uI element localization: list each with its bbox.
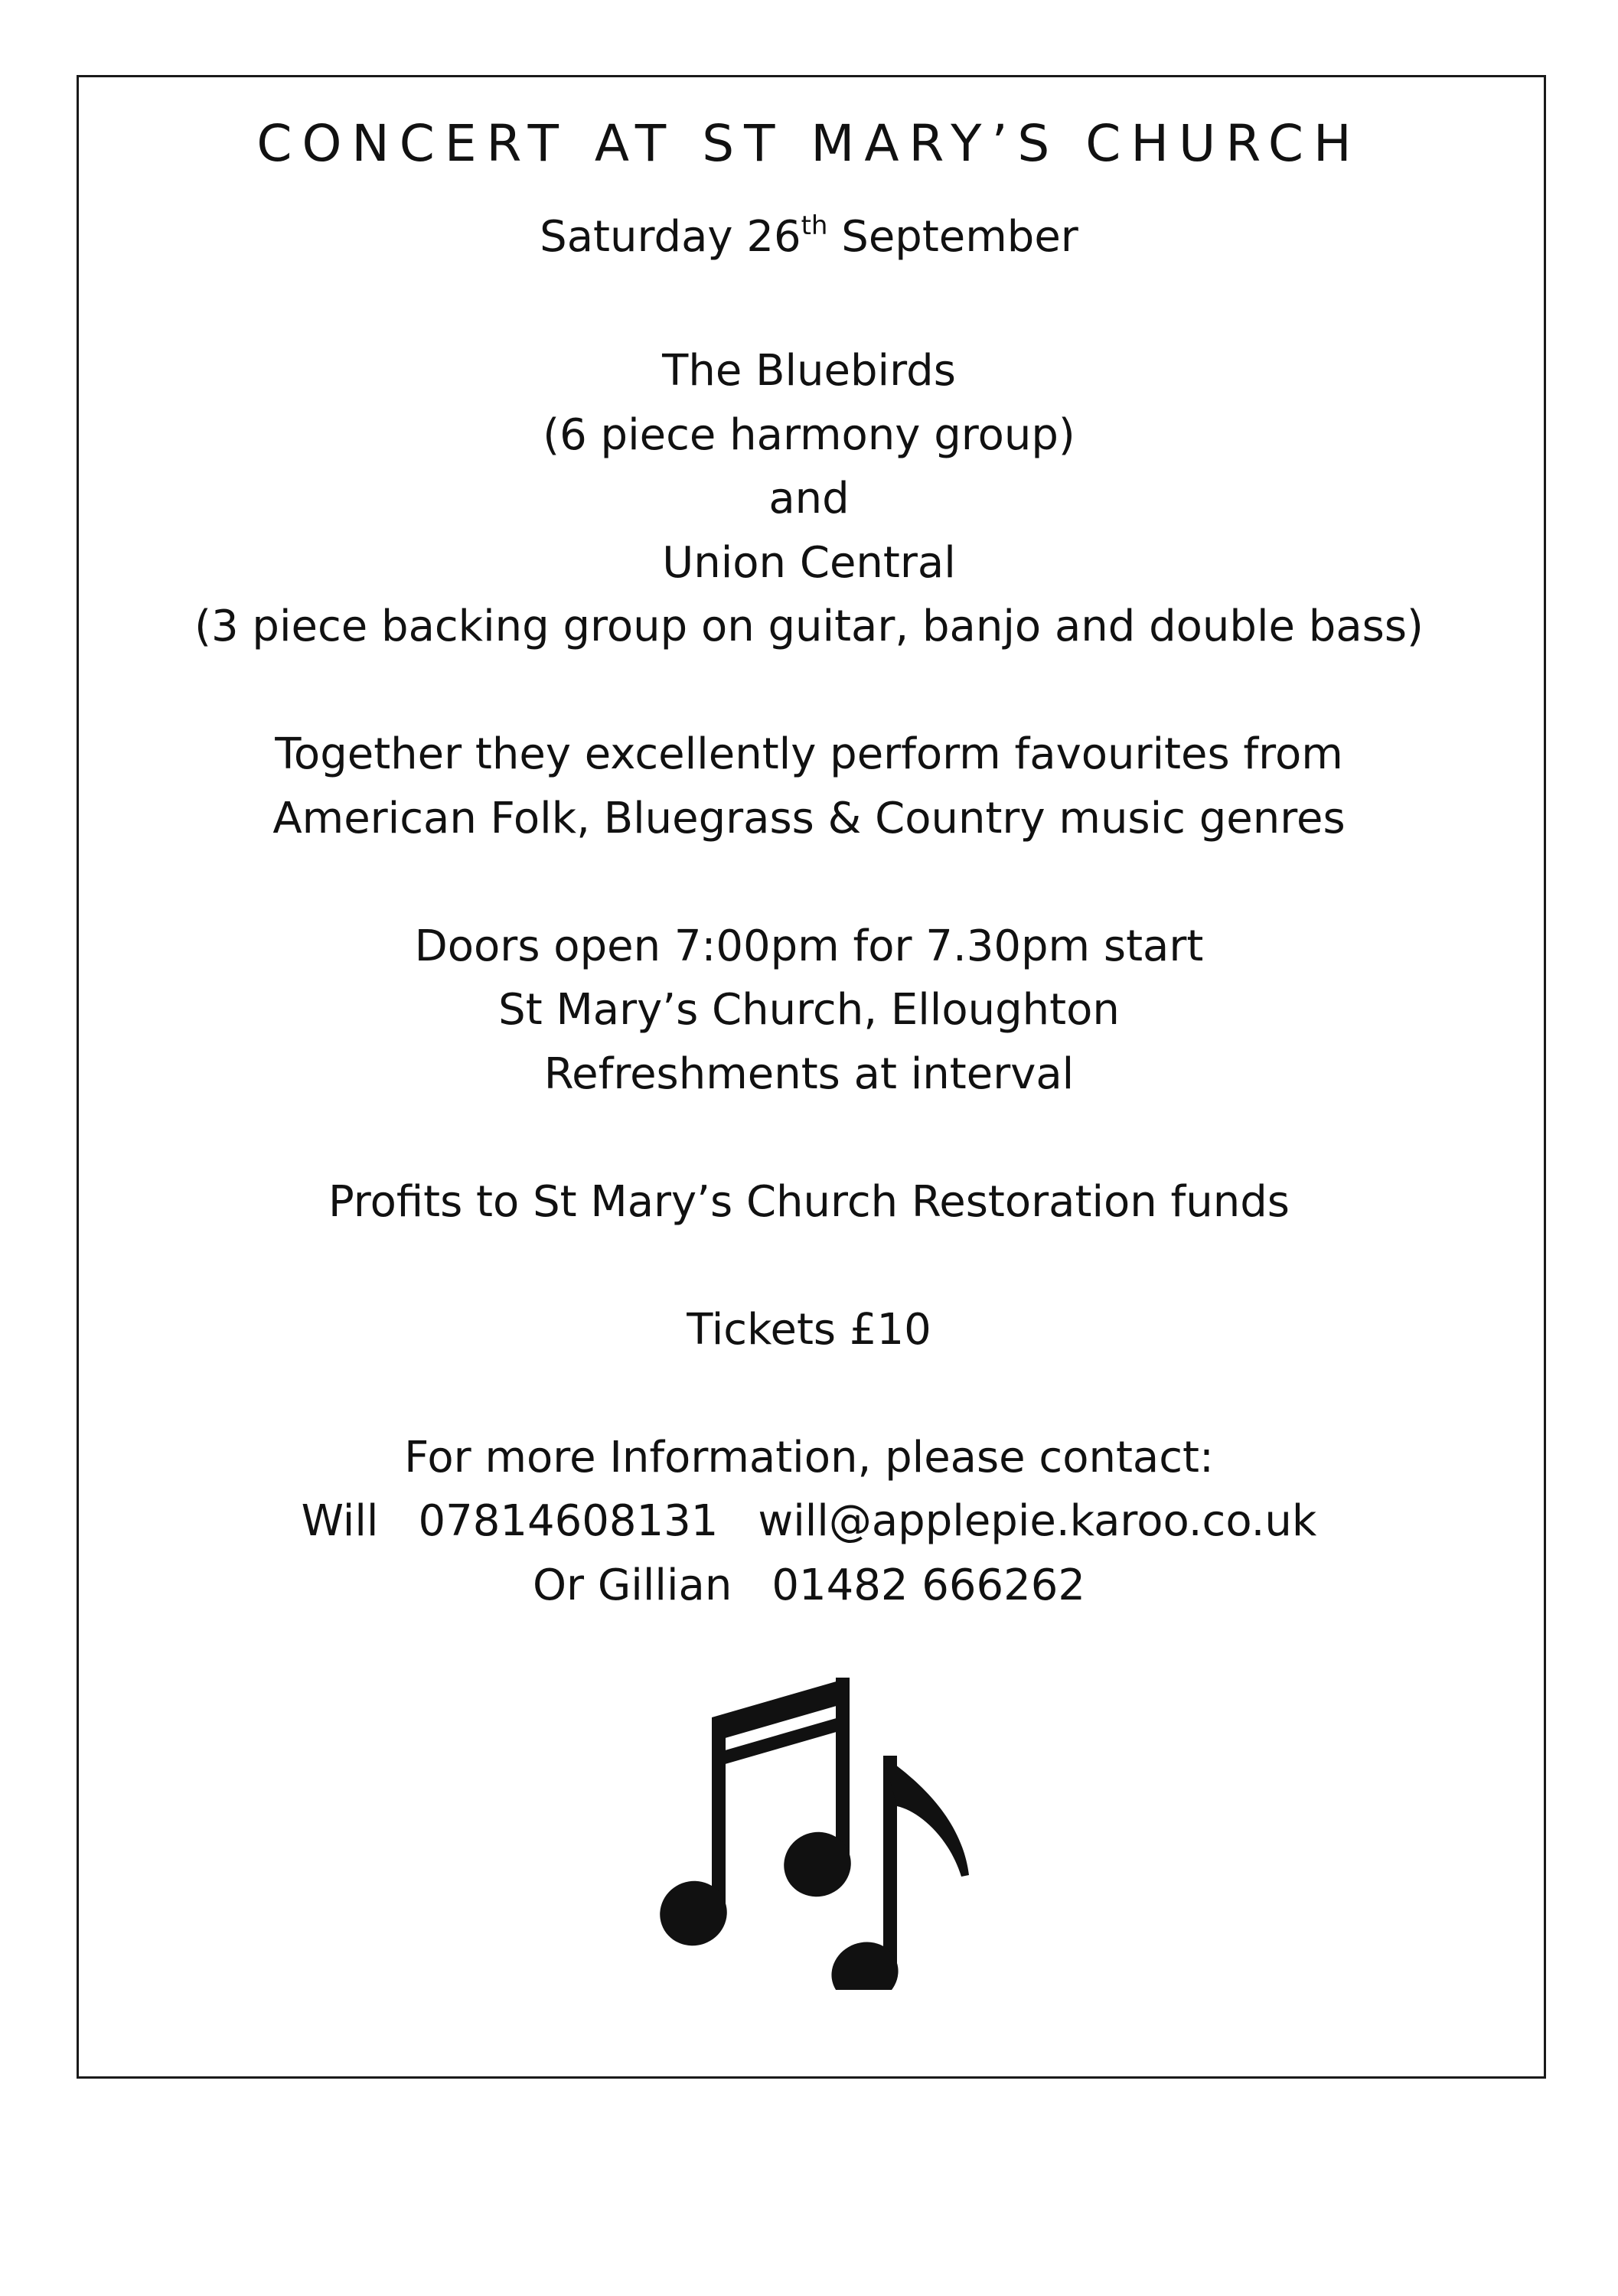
lineup-line: and xyxy=(768,474,850,523)
details-line: Doors open 7:00pm for 7.30pm start xyxy=(414,921,1204,971)
contact-name: Or Gillian xyxy=(532,1560,732,1610)
date-ordinal: th xyxy=(801,210,828,241)
contact-gillian xyxy=(0,1554,1618,1618)
contact-heading: For more Information, please contact: xyxy=(404,1432,1214,1482)
lineup-line: (6 piece harmony group) xyxy=(543,409,1075,460)
profits-line: Profits to St Mary’s Church Restoration funds xyxy=(328,1176,1290,1227)
contact-name: Will xyxy=(301,1496,379,1546)
details-line: Refreshments at interval xyxy=(543,1049,1075,1099)
lineup-line: (3 piece backing group on guitar, banjo and double bass) xyxy=(194,602,1424,651)
contact-will xyxy=(0,1489,1618,1554)
tickets-line: Tickets £10 xyxy=(687,1304,931,1355)
contact-email: will@applepie.karoo.co.uk xyxy=(758,1496,1317,1546)
contact-phone: 01482 666262 xyxy=(771,1560,1086,1610)
event-date: Saturday 26th September xyxy=(540,210,1078,262)
description-line: American Folk, Bluegrass & Country music genres xyxy=(272,793,1346,843)
description-line: Together they excellently perform favourites from xyxy=(275,729,1343,779)
lineup-line: Union Central xyxy=(662,537,956,588)
page-title: CONCERT AT ST MARY’S CHURCH xyxy=(256,114,1362,173)
flyer-body xyxy=(0,205,1618,1617)
music-notes-icon xyxy=(658,1668,972,1990)
contact-phone: 07814608131 xyxy=(418,1496,719,1546)
details-line: St Mary’s Church, Elloughton xyxy=(498,985,1120,1035)
lineup-line: The Bluebirds xyxy=(662,346,956,396)
